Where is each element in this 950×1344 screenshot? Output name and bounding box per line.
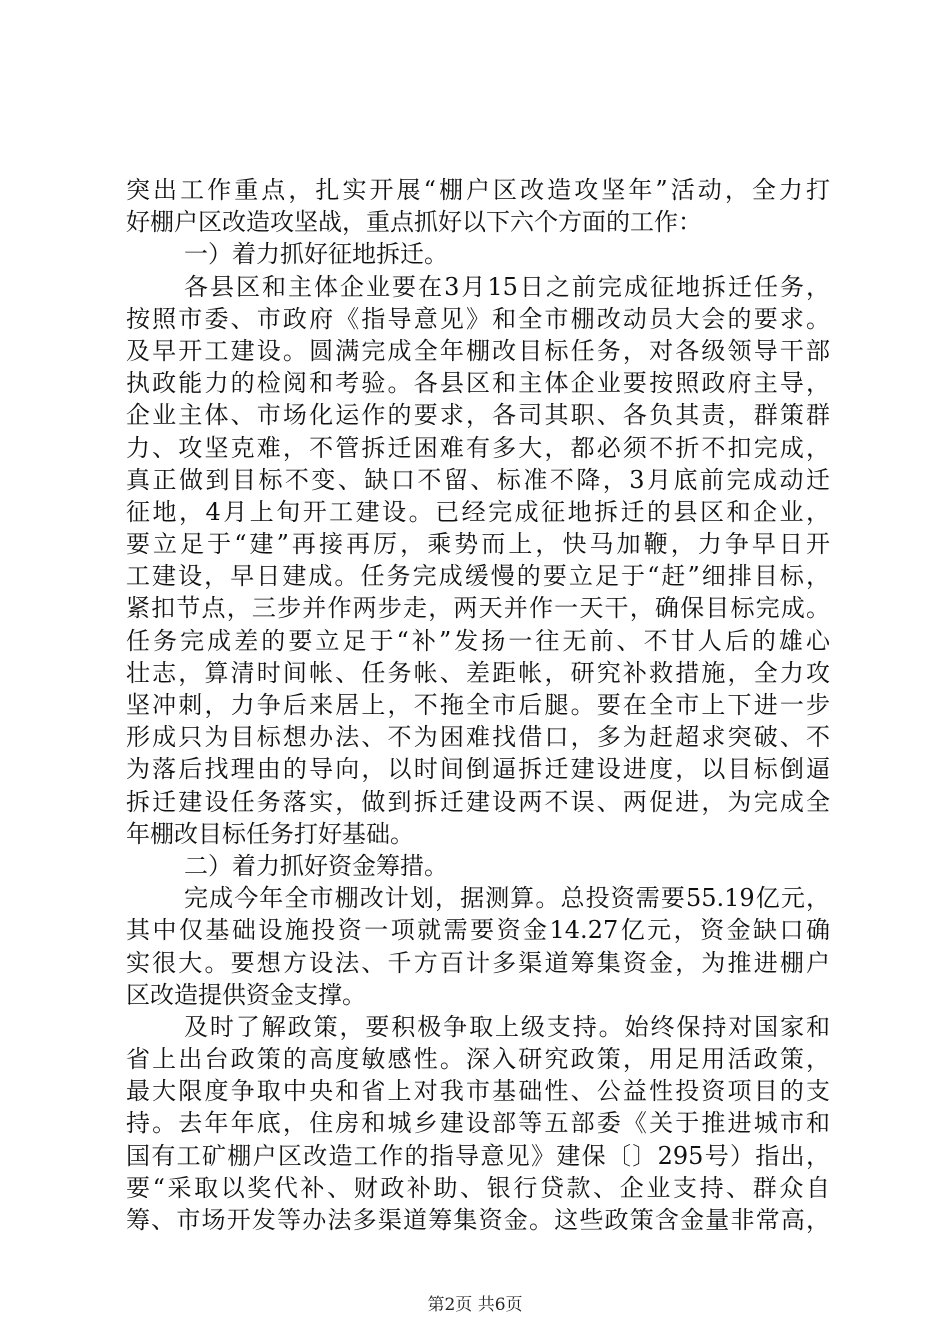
paragraph-first-line: 及时了解政策，要积极争取上级支持。始终保持对国家和	[184, 1012, 830, 1041]
text-line: 任务完成差的要立足于“补”发扬一往无前、不甘人后的雄心	[126, 626, 830, 655]
section-heading: 二）着力抓好资金筹措。	[184, 851, 448, 880]
document-body	[126, 174, 830, 1236]
text-line: 其中仅基础设施投资一项就需要资金14.27亿元，资金缺口确	[126, 916, 830, 945]
section-heading: 一）着力抓好征地拆迁。	[184, 240, 448, 269]
text-line: 年棚改目标任务打好基础。	[126, 819, 414, 848]
text-line: 省上出台政策的高度敏感性。深入研究政策，用足用活政策，	[126, 1045, 830, 1074]
paragraph-first-line: 各县区和主体企业要在3月15日之前完成征地拆迁任务，	[184, 272, 830, 301]
text-line: 国有工矿棚户区改造工作的指导意见》建保〔〕295号）指出，	[126, 1141, 830, 1170]
text-line: 区改造提供资金支撑。	[126, 980, 366, 1009]
text-line: 紧扣节点，三步并作两步走，两天并作一天干，确保目标完成。	[126, 594, 830, 623]
text-line: 按照市委、市政府《指导意见》和全市棚改动员大会的要求。	[126, 304, 830, 333]
text-line: 最大限度争取中央和省上对我市基础性、公益性投资项目的支	[126, 1077, 830, 1106]
text-line: 好棚户区改造攻坚战，重点抓好以下六个方面的工作：	[126, 208, 702, 237]
text-line: 工建设，早日建成。任务完成缓慢的要立足于“赶”细排目标，	[126, 562, 830, 591]
text-line: 及早开工建设。圆满完成全年棚改目标任务，对各级领导干部	[126, 336, 830, 365]
text-line: 持。去年年底，住房和城乡建设部等五部委《关于推进城市和	[126, 1109, 830, 1138]
text-line: 突出工作重点，扎实开展“棚户区改造攻坚年”活动，全力打	[126, 176, 830, 204]
text-line: 实很大。要想方设法、千方百计多渠道筹集资金，为推进棚户	[126, 948, 830, 977]
text-line: 筹、市场开发等办法多渠道筹集资金。这些政策含金量非常高，	[126, 1206, 830, 1234]
text-line: 壮志，算清时间帐、任务帐、差距帐，研究补救措施，全力攻	[126, 658, 830, 687]
text-line: 拆迁建设任务落实，做到拆迁建设两不误、两促进，为完成全	[126, 787, 830, 816]
text-line: 坚冲刺，力争后来居上，不拖全市后腿。要在全市上下进一步	[126, 691, 830, 719]
text-line: 要立足于“建”再接再厉，乘势而上，快马加鞭，力争早日开	[126, 530, 830, 559]
text-line: 要“采取以奖代补、财政补助、银行贷款、企业支持、群众自	[126, 1173, 830, 1202]
text-line: 真正做到目标不变、缺口不留、标准不降，3月底前完成动迁	[126, 465, 830, 494]
page-footer: 第2页 共6页	[427, 1295, 523, 1315]
text-line: 为落后找理由的导向，以时间倒逼拆迁建设进度，以目标倒逼	[126, 755, 830, 784]
text-line: 企业主体、市场化运作的要求，各司其职、各负其责，群策群	[126, 401, 830, 430]
text-line: 征地，4月上旬开工建设。已经完成征地拆迁的县区和企业，	[126, 497, 830, 526]
text-line: 力、攻坚克难，不管拆迁困难有多大，都必须不折不扣完成，	[126, 433, 830, 462]
paragraph-first-line: 完成今年全市棚改计划，据测算。总投资需要55.19亿元，	[184, 884, 830, 913]
text-line: 形成只为目标想办法、不为困难找借口，多为赶超求突破、不	[126, 723, 830, 752]
text-line: 执政能力的检阅和考验。各县区和主体企业要按照政府主导，	[126, 369, 830, 398]
